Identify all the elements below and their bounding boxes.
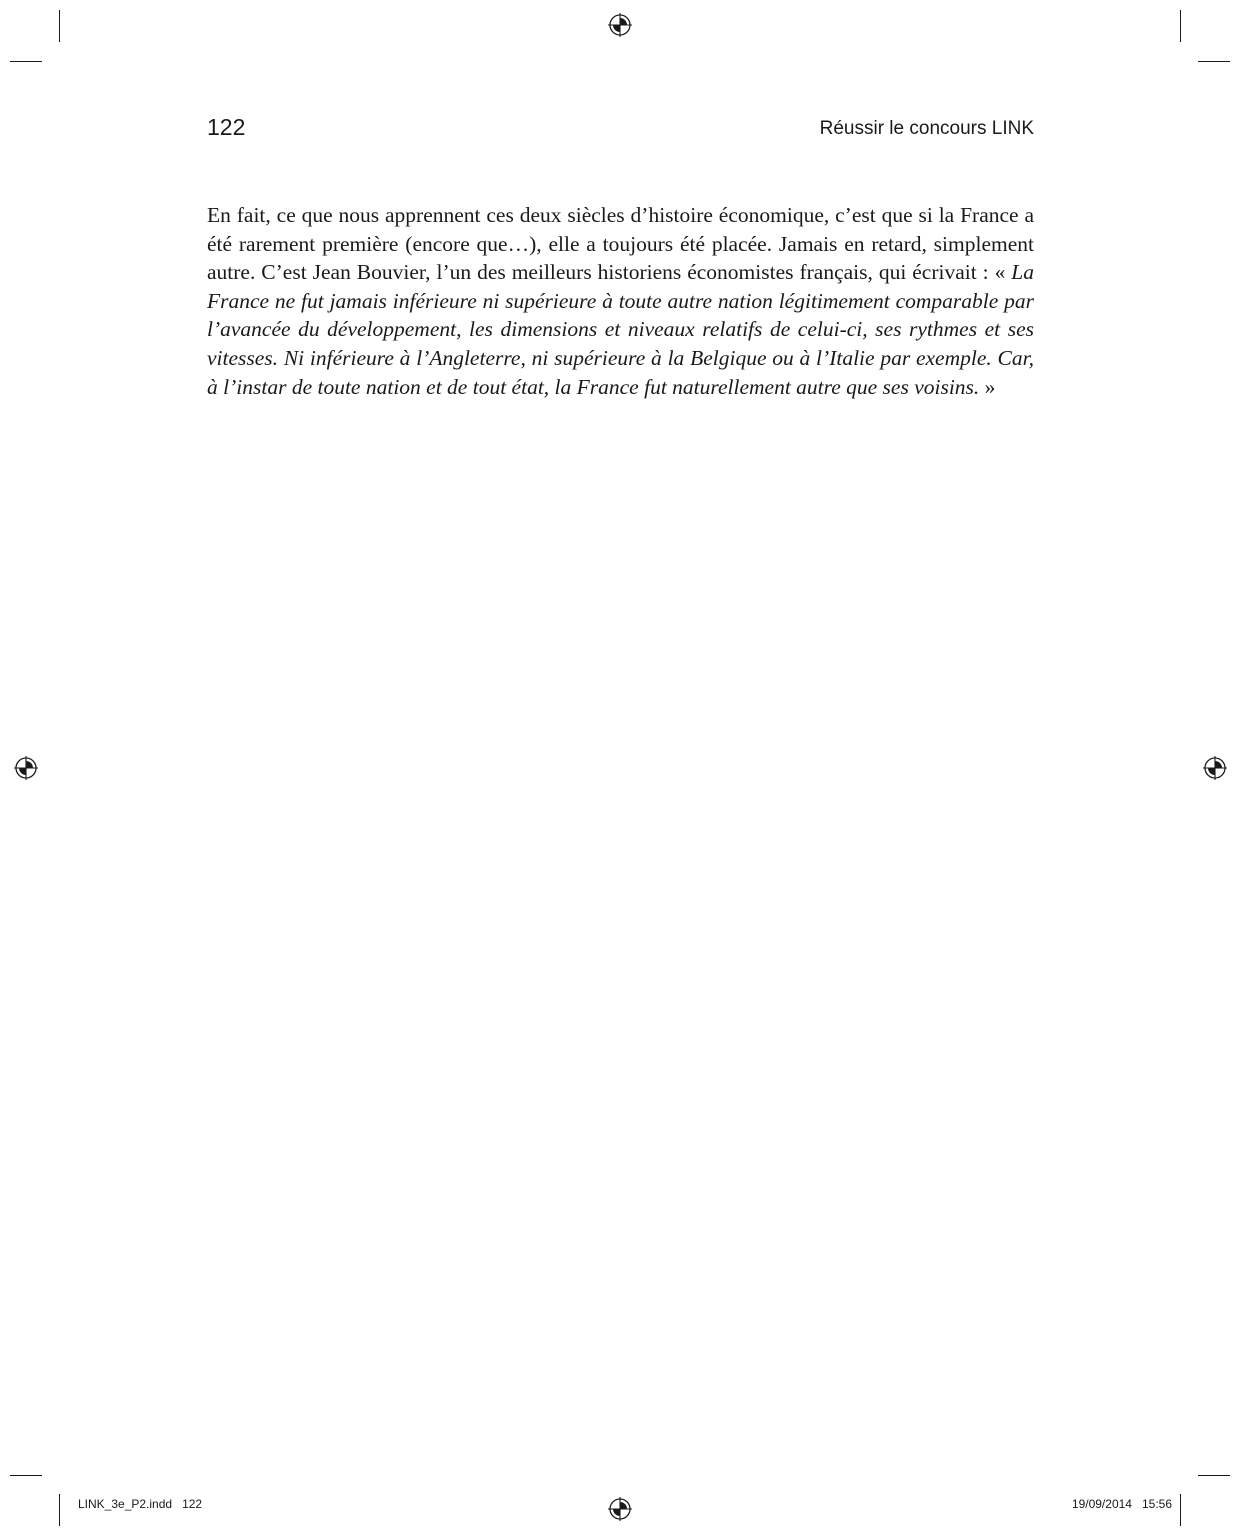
page-number: 122	[207, 114, 246, 140]
registration-mark-top-icon	[608, 13, 632, 37]
paragraph-intro: En fait, ce que nous apprennent ces deux siècles d’histoire économique, c’est que si la France a été rarement première (encore que…), elle a toujours été placée. Jamais en retard, simplement autre. C’est Jean Bouvier, l’un des meilleurs historiens économistes français, qui écrivait : «	[207, 203, 1034, 285]
crop-mark-top-right-horizontal	[1198, 61, 1230, 62]
crop-mark-bottom-left-vertical	[59, 1494, 60, 1526]
registration-mark-bottom-icon	[608, 1497, 632, 1521]
registration-mark-right-icon	[1203, 756, 1227, 780]
crop-mark-bottom-right-horizontal	[1198, 1475, 1230, 1476]
slug-date-time: 19/09/2014 15:56	[1071, 1497, 1172, 1511]
running-head	[207, 112, 1034, 146]
bouvier-quote: La France ne fut jamais inférieure ni supérieure à toute autre nation légitimement comparable par l’avancée du développement, les dimensions et niveaux relatifs de celui-ci, ses rythmes et ses vitesses. Ni inférieure à l’Angleterre, ni supérieure à la Belgique ou à l’Italie par exemple. Car, à l’instar de toute nation et de tout état, la France fut naturellement autre que ses voisins.	[207, 260, 1034, 399]
body-paragraph	[207, 201, 1034, 401]
crop-mark-bottom-right-vertical	[1180, 1494, 1181, 1526]
slug-file-info: LINK_3e_P2.indd 122	[78, 1497, 203, 1511]
crop-mark-top-left-vertical	[59, 10, 60, 42]
quote-closing: »	[979, 374, 996, 399]
crop-mark-bottom-left-horizontal	[10, 1475, 42, 1476]
registration-mark-left-icon	[14, 756, 38, 780]
book-title: Réussir le concours LINK	[819, 118, 1034, 139]
crop-mark-top-left-horizontal	[10, 61, 42, 62]
crop-mark-top-right-vertical	[1180, 10, 1181, 42]
